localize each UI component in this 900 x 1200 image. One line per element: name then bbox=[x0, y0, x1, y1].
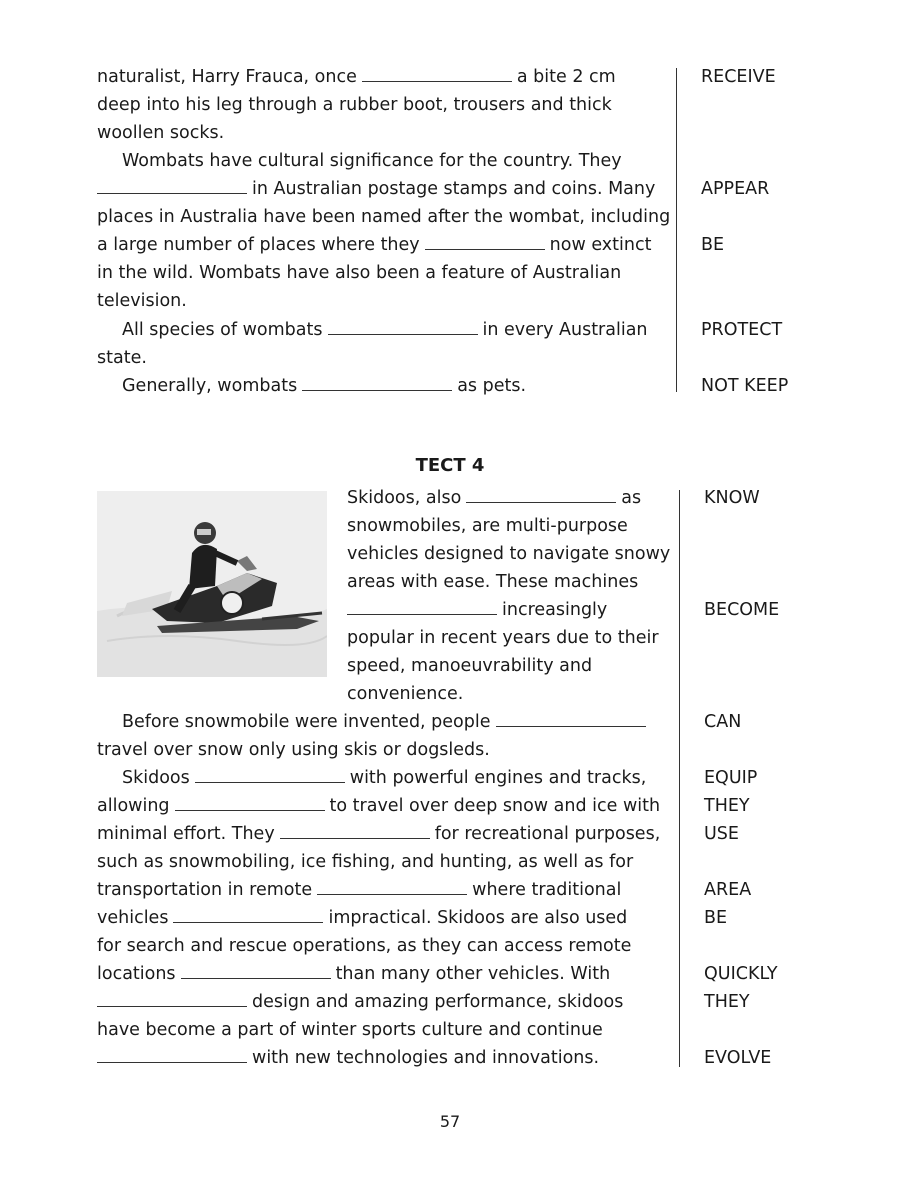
column-divider bbox=[676, 68, 677, 392]
text-segment: Skidoos, also bbox=[347, 488, 462, 508]
text-segment: a large number of places where they bbox=[97, 235, 420, 255]
text-line bbox=[122, 372, 526, 400]
text-segment: in every Australian bbox=[482, 320, 648, 340]
text-segment: minimal effort. They bbox=[97, 824, 275, 844]
answer-blank[interactable] bbox=[362, 65, 512, 82]
keyword-receive: RECEIVE bbox=[701, 67, 776, 87]
text-line bbox=[97, 792, 660, 820]
text-segment: have become a part of winter sports culture and continue bbox=[97, 1020, 603, 1040]
keyword-equip: EQUIP bbox=[704, 768, 758, 788]
text-line bbox=[122, 708, 651, 736]
answer-blank[interactable] bbox=[496, 710, 646, 727]
keyword-quickly: QUICKLY bbox=[704, 964, 778, 984]
text-segment: a bite 2 cm bbox=[516, 67, 616, 87]
text-line bbox=[347, 512, 628, 540]
keyword-appear: APPEAR bbox=[701, 179, 770, 199]
text-segment: transportation in remote bbox=[97, 880, 313, 900]
answer-blank[interactable] bbox=[425, 233, 545, 250]
text-segment: as bbox=[621, 488, 642, 508]
text-line bbox=[97, 344, 147, 372]
answer-blank[interactable] bbox=[347, 598, 497, 615]
text-line bbox=[97, 904, 627, 932]
answer-blank[interactable] bbox=[97, 990, 247, 1007]
text-line bbox=[97, 63, 616, 91]
text-segment: Wombats have cultural significance for the country. They bbox=[122, 151, 622, 171]
text-line bbox=[347, 652, 592, 680]
text-segment: for recreational purposes, bbox=[434, 824, 661, 844]
snowmobile-illustration bbox=[97, 491, 327, 677]
text-segment: with new technologies and innovations. bbox=[252, 1048, 600, 1068]
keyword-they: THEY bbox=[704, 796, 750, 816]
text-line bbox=[97, 848, 633, 876]
answer-blank[interactable] bbox=[328, 318, 478, 335]
text-line bbox=[347, 568, 638, 596]
text-segment: increasingly bbox=[502, 600, 608, 620]
text-line bbox=[122, 764, 646, 792]
answer-blank[interactable] bbox=[181, 962, 331, 979]
keyword-they: THEY bbox=[704, 992, 750, 1012]
text-segment: design and amazing performance, skidoos bbox=[252, 992, 624, 1012]
text-segment: in the wild. Wombats have also been a feature of Australian bbox=[97, 263, 622, 283]
answer-blank[interactable] bbox=[97, 177, 247, 194]
text-line bbox=[97, 1044, 599, 1072]
text-line bbox=[97, 175, 655, 203]
answer-blank[interactable] bbox=[280, 822, 430, 839]
text-line bbox=[347, 596, 607, 624]
text-segment: impractical. Skidoos are also used bbox=[328, 908, 628, 928]
text-line bbox=[347, 624, 659, 652]
keyword-protect: PROTECT bbox=[701, 320, 783, 340]
text-segment: locations bbox=[97, 964, 176, 984]
text-segment: for search and rescue operations, as they can access remote bbox=[97, 936, 632, 956]
text-line bbox=[347, 484, 641, 512]
text-line bbox=[97, 932, 631, 960]
text-segment: speed, manoeuvrability and bbox=[347, 656, 593, 676]
text-line bbox=[97, 820, 660, 848]
text-segment: television. bbox=[97, 291, 187, 311]
text-segment: places in Australia have been named after the wombat, including bbox=[97, 207, 671, 227]
text-segment: allowing bbox=[97, 796, 170, 816]
page-number: 57 bbox=[439, 1112, 461, 1131]
keyword-evolve: EVOLVE bbox=[704, 1048, 772, 1068]
text-segment: Skidoos bbox=[122, 768, 190, 788]
keyword-not-keep: NOT KEEP bbox=[701, 376, 789, 396]
section-title: ТЕСТ 4 bbox=[415, 455, 485, 476]
answer-blank[interactable] bbox=[175, 794, 325, 811]
text-segment: popular in recent years due to their bbox=[347, 628, 659, 648]
snowmobile-photo bbox=[97, 491, 327, 677]
answer-blank[interactable] bbox=[97, 1046, 247, 1063]
text-line bbox=[347, 540, 670, 568]
text-line bbox=[97, 231, 651, 259]
text-line bbox=[122, 147, 622, 175]
text-segment: snowmobiles, are multi-purpose bbox=[347, 516, 628, 536]
text-line bbox=[97, 960, 610, 988]
text-segment: deep into his leg through a rubber boot, trousers and thick bbox=[97, 95, 612, 115]
text-segment: such as snowmobiling, ice fishing, and hunting, as well as for bbox=[97, 852, 634, 872]
answer-blank[interactable] bbox=[317, 878, 467, 895]
text-line bbox=[97, 876, 621, 904]
text-line bbox=[97, 988, 623, 1016]
text-line bbox=[97, 91, 612, 119]
text-segment: state. bbox=[97, 348, 147, 368]
keyword-be: BE bbox=[701, 235, 725, 255]
keyword-area: AREA bbox=[704, 880, 752, 900]
text-line bbox=[97, 287, 187, 315]
text-segment: naturalist, Harry Frauca, once bbox=[97, 67, 357, 87]
text-segment: Before snowmobile were invented, people bbox=[122, 712, 491, 732]
text-segment: convenience. bbox=[347, 684, 464, 704]
text-line bbox=[97, 119, 224, 147]
keyword-become: BECOME bbox=[704, 600, 780, 620]
text-segment: now extinct bbox=[549, 235, 652, 255]
text-segment: where traditional bbox=[472, 880, 622, 900]
text-segment: woollen socks. bbox=[97, 123, 225, 143]
keyword-can: CAN bbox=[704, 712, 742, 732]
text-line bbox=[97, 1016, 603, 1044]
text-segment: Generally, wombats bbox=[122, 376, 298, 396]
text-segment: with powerful engines and tracks, bbox=[349, 768, 647, 788]
text-segment: as pets. bbox=[457, 376, 527, 396]
answer-blank[interactable] bbox=[302, 374, 452, 391]
text-segment: vehicles bbox=[97, 908, 169, 928]
text-segment: areas with ease. These machines bbox=[347, 572, 639, 592]
text-segment: travel over snow only using skis or dogsleds. bbox=[97, 740, 490, 760]
text-segment: vehicles designed to navigate snowy bbox=[347, 544, 671, 564]
text-line bbox=[347, 680, 463, 708]
text-segment: to travel over deep snow and ice with bbox=[329, 796, 661, 816]
text-segment: than many other vehicles. With bbox=[335, 964, 611, 984]
keyword-use: USE bbox=[704, 824, 739, 844]
text-segment: in Australian postage stamps and coins. Many bbox=[252, 179, 656, 199]
text-segment: All species of wombats bbox=[122, 320, 323, 340]
answer-blank[interactable] bbox=[466, 486, 616, 503]
text-line bbox=[122, 316, 648, 344]
text-line bbox=[97, 259, 621, 287]
keyword-know: KNOW bbox=[704, 488, 760, 508]
keyword-be: BE bbox=[704, 908, 728, 928]
answer-blank[interactable] bbox=[195, 766, 345, 783]
text-line bbox=[97, 736, 490, 764]
answer-blank[interactable] bbox=[173, 906, 323, 923]
text-line bbox=[97, 203, 670, 231]
column-divider bbox=[679, 490, 680, 1067]
